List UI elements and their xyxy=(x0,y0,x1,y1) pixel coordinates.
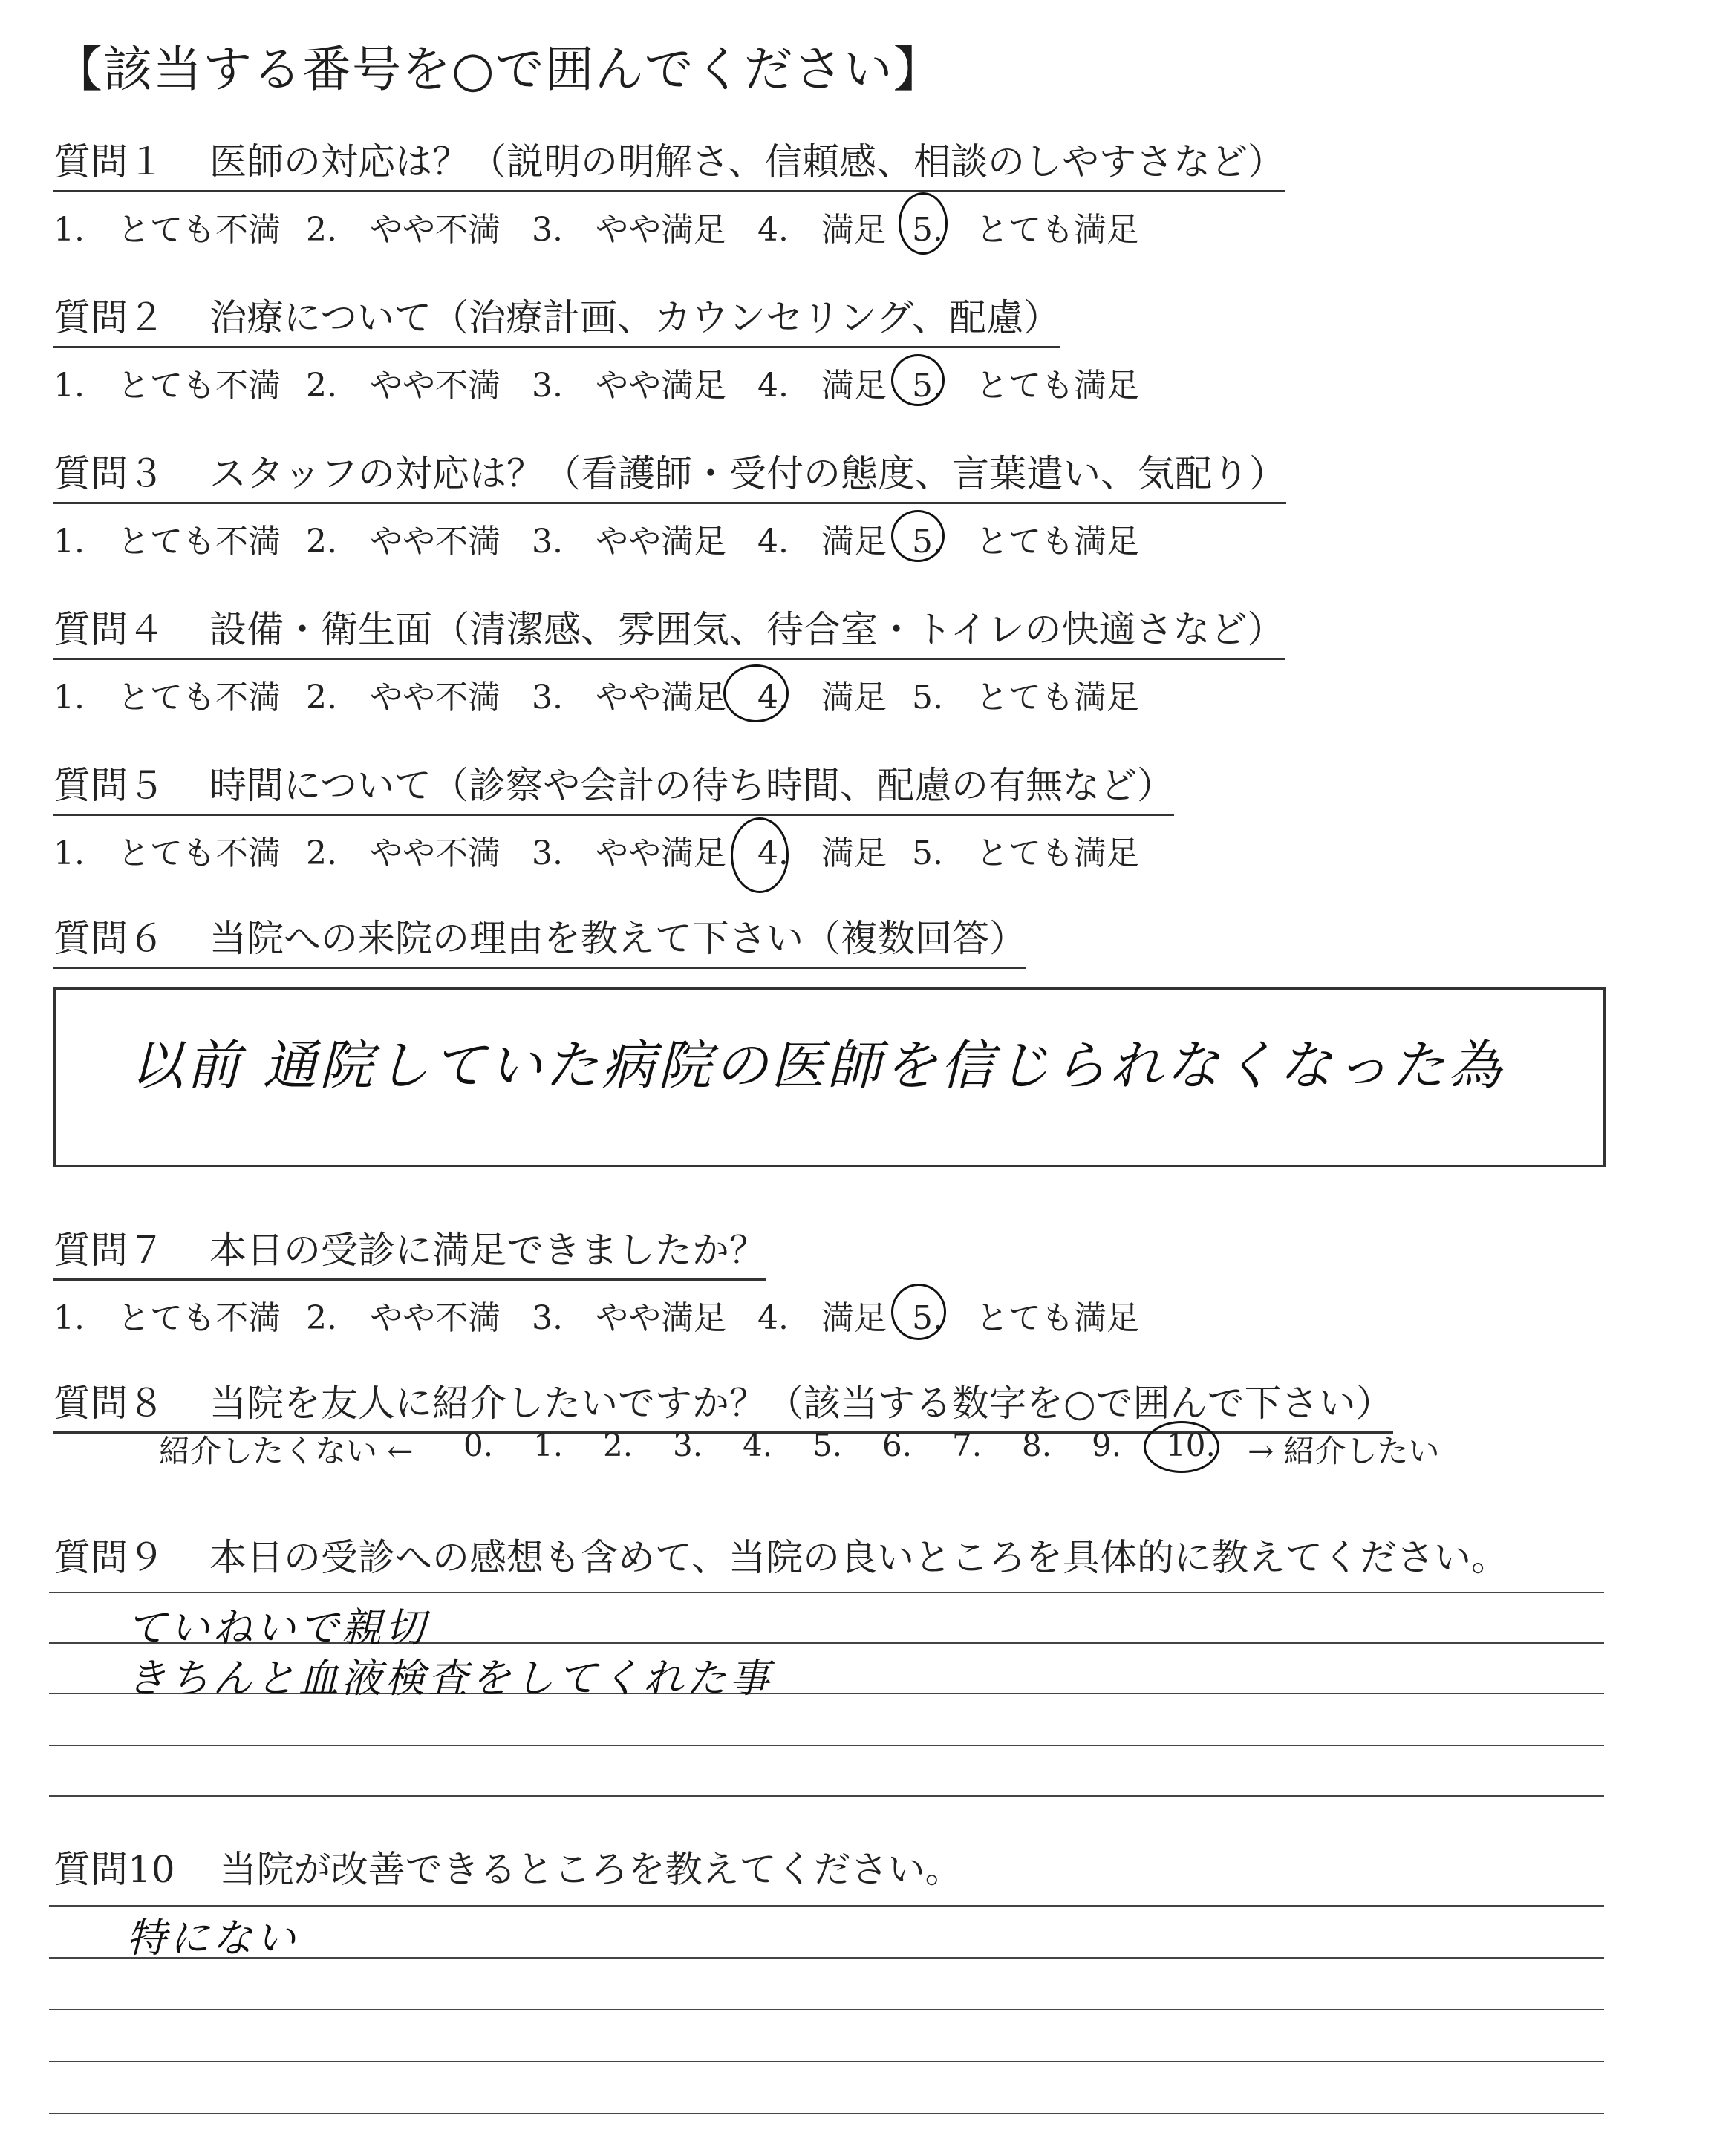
scale-9[interactable]: 9. xyxy=(1092,1427,1122,1463)
question-10 xyxy=(53,1840,962,1898)
scale-2[interactable]: 2. xyxy=(603,1427,633,1463)
question-title xyxy=(53,756,1174,816)
question-text: 治療について（治療計画、カウンセリング、配慮） xyxy=(209,296,1060,339)
option-3[interactable]: 3. やや満足 xyxy=(532,1299,726,1337)
option-5[interactable]: 5. とても満足 xyxy=(912,211,1139,249)
q8-scale xyxy=(53,1427,1613,1471)
question-text: 当院を友人に紹介したいですか？（該当する数字を○で囲んで下さい） xyxy=(209,1382,1393,1425)
question-9 xyxy=(53,1528,1508,1586)
option-1[interactable]: 1. とても不満 xyxy=(53,834,281,872)
q6-answer-box[interactable] xyxy=(53,987,1606,1167)
question-title xyxy=(53,444,1286,504)
question-number: 質問２ xyxy=(53,296,165,339)
question-8 xyxy=(53,1373,1393,1434)
option-2[interactable]: 2. やや不満 xyxy=(306,679,501,716)
form-header: 【該当する番号を○で囲んでください】 xyxy=(53,41,943,98)
question-title xyxy=(53,1840,962,1898)
scale-10[interactable]: 10. xyxy=(1166,1427,1216,1463)
question-text: 本日の受診に満足できましたか？ xyxy=(209,1229,766,1272)
option-1[interactable]: 1. とても不満 xyxy=(53,1299,281,1337)
question-number: 質問１ xyxy=(53,140,165,183)
question-2 xyxy=(53,288,1139,405)
scale-0[interactable]: 0. xyxy=(463,1427,494,1463)
option-3[interactable]: 3. やや満足 xyxy=(532,834,726,872)
option-1[interactable]: 1. とても不満 xyxy=(53,367,281,405)
option-1[interactable]: 1. とても不満 xyxy=(53,679,281,716)
question-title xyxy=(53,1373,1393,1434)
answer-line xyxy=(49,2061,1604,2062)
scale-6[interactable]: 6. xyxy=(882,1427,913,1463)
question-number: 質問４ xyxy=(53,608,165,651)
option-2[interactable]: 2. やや不満 xyxy=(306,367,501,405)
option-4[interactable]: 4. 満足 xyxy=(757,523,887,561)
option-3[interactable]: 3. やや満足 xyxy=(532,679,726,716)
option-4[interactable]: 4. 満足 xyxy=(757,834,887,872)
option-5[interactable]: 5. とても満足 xyxy=(912,834,1139,872)
question-1 xyxy=(53,132,1285,247)
option-3[interactable]: 3. やや満足 xyxy=(532,367,726,405)
option-3[interactable]: 3. やや満足 xyxy=(532,523,726,561)
question-number: 質問８ xyxy=(53,1382,165,1425)
q9-handwritten-line-1: ていねいで親切 xyxy=(126,1604,428,1651)
rating-options xyxy=(53,1291,1139,1337)
option-2[interactable]: 2. やや不満 xyxy=(306,523,501,561)
option-5[interactable]: 5. とても満足 xyxy=(912,1299,1139,1337)
scale-5[interactable]: 5. xyxy=(812,1427,843,1463)
question-text: 設備・衛生面（清潔感、雰囲気、待合室・トイレの快適さなど） xyxy=(209,608,1285,651)
scale-1[interactable]: 1. xyxy=(533,1427,564,1463)
question-title xyxy=(53,132,1285,192)
question-title xyxy=(53,1221,766,1281)
rating-options xyxy=(53,203,1285,247)
option-5[interactable]: 5. とても満足 xyxy=(912,679,1139,716)
question-title xyxy=(53,288,1060,348)
q10-handwritten-line-1: 特にない xyxy=(126,1915,299,1961)
scale-8[interactable]: 8. xyxy=(1022,1427,1052,1463)
scale-4[interactable]: 4. xyxy=(743,1427,773,1463)
question-number: 質問７ xyxy=(53,1229,165,1272)
answer-line xyxy=(49,1592,1604,1593)
option-2[interactable]: 2. やや不満 xyxy=(306,834,501,872)
question-title xyxy=(53,909,1026,969)
question-number: 質問３ xyxy=(53,452,165,495)
option-4[interactable]: 4. 満足 xyxy=(757,1299,887,1337)
option-3[interactable]: 3. やや満足 xyxy=(532,211,726,249)
question-number: 質問10 xyxy=(53,1848,175,1891)
scale-3[interactable]: 3. xyxy=(673,1427,703,1463)
option-2[interactable]: 2. やや不満 xyxy=(306,211,501,249)
option-1[interactable]: 1. とても不満 xyxy=(53,211,281,249)
question-text: スタッフの対応は？（看護師・受付の態度、言葉遣い、気配り） xyxy=(209,452,1286,495)
question-3 xyxy=(53,444,1286,559)
rating-options xyxy=(53,670,1285,715)
option-4[interactable]: 4. 満足 xyxy=(757,679,887,716)
scale-right-label: → 紹介したい xyxy=(1248,1433,1440,1469)
question-title xyxy=(53,1528,1508,1586)
answer-line xyxy=(49,1795,1604,1797)
question-text: 時間について（診察や会計の待ち時間、配慮の有無など） xyxy=(209,764,1174,807)
option-5[interactable]: 5. とても満足 xyxy=(912,367,1139,405)
question-text: 当院への来院の理由を教えて下さい（複数回答） xyxy=(209,917,1026,960)
question-7 xyxy=(53,1221,1139,1337)
option-1[interactable]: 1. とても不満 xyxy=(53,523,281,561)
question-number: 質問５ xyxy=(53,764,165,807)
question-4 xyxy=(53,600,1285,715)
answer-line xyxy=(49,2009,1604,2010)
rating-options xyxy=(53,359,1139,405)
rating-options xyxy=(53,514,1286,559)
answer-line xyxy=(49,1745,1604,1746)
q6-handwritten-answer: 以前 通院していた病院の医師を信じられなくなった為 xyxy=(130,1034,1505,1097)
answer-line xyxy=(49,2113,1604,2114)
option-2[interactable]: 2. やや不満 xyxy=(306,1299,501,1337)
question-5 xyxy=(53,756,1174,871)
question-title xyxy=(53,600,1285,660)
option-5[interactable]: 5. とても満足 xyxy=(912,523,1139,561)
question-number: 質問９ xyxy=(53,1536,165,1579)
scale-7[interactable]: 7. xyxy=(952,1427,982,1463)
question-text: 当院が改善できるところを教えてください。 xyxy=(219,1848,962,1891)
rating-options xyxy=(53,826,1174,871)
question-text: 医師の対応は？（説明の明解さ、信頼感、相談のしやすさなど） xyxy=(209,140,1285,183)
option-4[interactable]: 4. 満足 xyxy=(757,367,887,405)
scale-left-label: 紹介したくない ← xyxy=(159,1433,414,1469)
q9-handwritten-line-2: きちんと血液検査をしてくれた事 xyxy=(126,1655,772,1702)
option-4[interactable]: 4. 満足 xyxy=(757,211,887,249)
question-6 xyxy=(53,909,1026,969)
question-number: 質問６ xyxy=(53,917,165,960)
question-text: 本日の受診への感想も含めて、当院の良いところを具体的に教えてください。 xyxy=(209,1536,1508,1579)
